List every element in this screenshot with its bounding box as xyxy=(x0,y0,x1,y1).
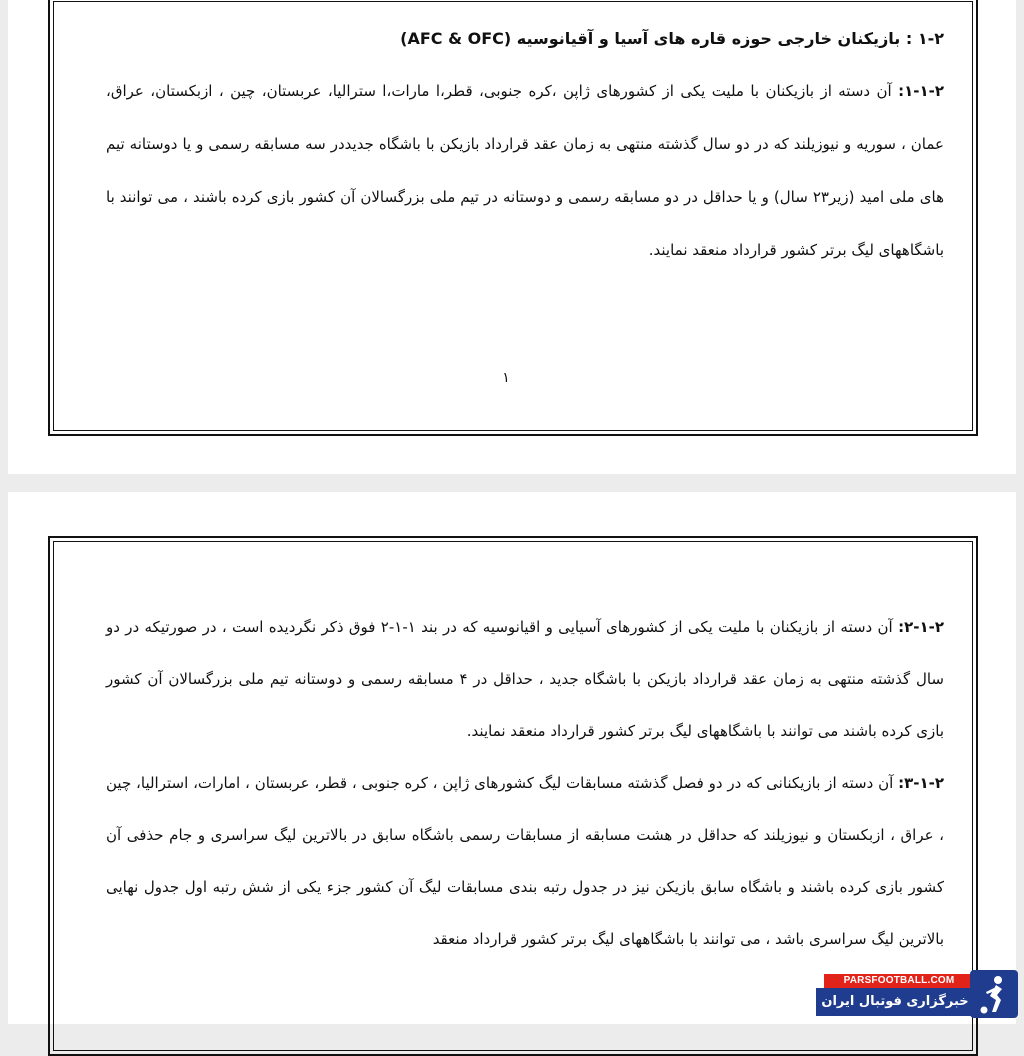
clause-text: آن دسته از بازیکنان با ملیت یکی از کشورهای ژاپن ،کره جنوبی، قطر،ا مارات،ا سترالیا، عربستان، چین ، ازبکستان، عراق، عمان ، سوریه و نیوزیلند که در دو سال گذشته منتهی به زمان عقد قرارداد بازیکن با باشگاه جدیددر سه مسابقه رسمی و یا دوستانه تیم های ملی امید (زیر۲۳ سال) و یا حداقل در دو مسابقه رسمی و دوستانه در تیم ملی بزرگسالان آن کشور بازی کرده باشند ، می توانند با باشگاههای لیگ برتر کشور قرارداد منعقد نمایند. xyxy=(106,82,944,259)
page-1-content xyxy=(106,12,944,277)
page-2-content xyxy=(106,601,944,965)
clause-text: آن دسته از بازیکنان با ملیت یکی از کشورهای آسیایی و اقیانوسیه که در بند ۱-۱-۲ فوق ذکر نگردیده است ، در صورتیکه در دو سال گذشته منتهی به زمان عقد قرارداد بازیکن با باشگاه جدید ، حداقل در ۴ مسابقه رسمی و دوستانه تیم ملی بزرگسالان آن کشور بازی کرده باشند می توانند با باشگاههای لیگ برتر کشور قرارداد منعقد نمایند. xyxy=(106,618,945,740)
football-player-logo-icon xyxy=(970,970,1018,1018)
watermark-site: PARSFOOTBALL.COM xyxy=(824,974,974,988)
clause-number: ۱-۱-۲: xyxy=(898,82,944,100)
clause-3-1-2 xyxy=(106,757,944,965)
watermark-tagline: خبرگزاری فوتبال ایران xyxy=(816,988,974,1016)
document-page-1 xyxy=(8,0,1016,474)
clause-number: ۳-۱-۲: xyxy=(898,774,944,792)
section-heading: ۱-۲ : بازیکنان خارجی حوزه قاره های آسیا و آقیانوسیه (AFC & OFC) xyxy=(400,29,944,48)
page-number: ۱ xyxy=(502,370,510,386)
clause-number: ۲-۱-۲: xyxy=(898,618,944,636)
clause-2-1-2 xyxy=(106,601,944,757)
parsfootball-watermark xyxy=(816,970,1022,1020)
clause-text: آن دسته از بازیکنانی که در دو فصل گذشته مسابقات لیگ کشورهای ژاپن ، کره جنوبی ، قطر، عربستان ، امارات، استرالیا، چین ، عراق ، ازبکستان و نیوزیلند که حداقل در هشت مسابقه از مسابقات رسمی باشگاه سابق در بالاترین لیگ سراسری و جام حذفی آن کشور بازی کرده باشند و باشگاه سابق بازیکن نیز در جدول رتبه بندی مسابقات لیگ آن کشور جزء یکی از شش رتبه اول جدول نهایی بالاترین لیگ سراسری باشد ، می توانند با باشگاههای لیگ برتر کشور قرارداد منعقد xyxy=(106,774,944,948)
document-page-2 xyxy=(8,492,1016,1024)
clause-1-1-2 xyxy=(106,65,944,277)
